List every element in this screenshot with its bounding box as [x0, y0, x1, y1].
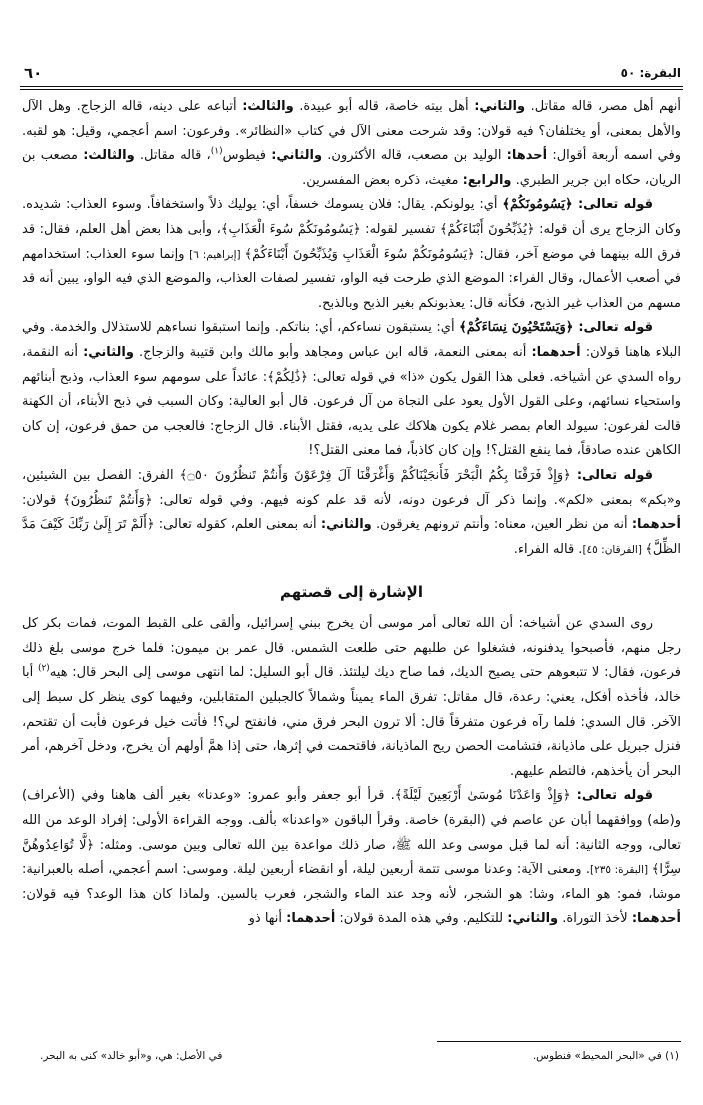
verse-quote: ﴿وَإِذْ وَاعَدْنَا مُوسَىٰ أَرْبَعِينَ لَيْلَةً﴾: [394, 788, 577, 804]
verse-reference: [البقرة: ٢٣٥]: [589, 864, 652, 877]
verse-reference: [إبراهيم: ٦]: [189, 248, 245, 261]
verse-quote: ﴿وَإِذْ فَرَقْنَا بِكُمُ الْبَحْرَ فَأَنجَيْنَاكُمْ وَأَغْرَقْنَا آلَ فِرْعَوْنَ وَأَنتُمْ تَنظُرُونَ ۝٥٠﴾: [179, 467, 577, 483]
main-text: [22, 95, 681, 932]
verse-quote: ﴿يَسُومُونَكُمْ﴾: [502, 197, 578, 213]
section-heading: الإشارة إلى قصتهم: [280, 583, 423, 602]
footnote-marker: (٢): [37, 664, 50, 675]
footnote-1: (١) في «البحر المحيط» فنطوس.: [532, 1050, 679, 1062]
footnote-divider: [437, 1041, 681, 1042]
verse-quote: ﴿يَسُومُونَكُمْ سُوءَ الْعَذَابِ﴾: [220, 221, 361, 237]
page-header: [24, 62, 681, 84]
footnote-2: في الأصل: هي، و«أبو خالد» كنى به البحر.: [40, 1050, 223, 1062]
paragraph-pharaoh-family: أنهم أهل مصر، قاله مقاتل. والثاني: أهل بيته خاصة، قاله أبو عبيدة. والثالث: أتباعه على دينه، قاله الزجاج. وهل الآل والأهل بمعنى، أو يختلفان؟ فيه قولان: وقد شرحت معنى الآل في كتاب «النظائر». وفرعون: اسم أعجمي، وقيل: هو لقبه. وفي اسمه أربعة أقوال: أحدها: الوليد بن مصعب، قاله الأكثرون. والثاني: فيطوس$^{(١)}$، قاله مقاتل. والثالث: مصعب بن الريان، حكاه ابن جرير الطبري. والرابع: مغيث، ذكره بعض المفسرين.: [22, 99, 682, 188]
paragraph-story: روى السدي عن أشياخه: أن الله تعالى أمر موسى أن يخرج ببني إسرائيل، وألقى على القبط الموت، فمات بكر كل رجل منهم، فأصبحوا يدفنونه، فشغلوا عن طلبهم حتى طلعت الشمس. قال عمر بن ميمون: فلما خرج موسى بلغ ذلك فرعون، فقال: لا تتبعوهم حتى يصيح الديك، فما صاح ديك ليلتئذ. قال أبو السليل: لما انتهى موسى إلى البحر قال: هيه$^{(٢)}$ أبا خالد، فأخذه أفكل، يعني: رعدة، قال مقاتل: تفرق الماء يميناً وشمالاً كالجبلين المتقابلين، وفيهما كوى ينظر كل سبط إلى الآخر. قال السدي: فلما رآه فرعون متفرقاً قال: ألا ترون البحر فرق مني، فانفتح لي؟! فأتت خيل فرعون فأبت أن تقتحم، فنزل جبريل على ماذيانة، فتشامت الحصن ريح الماذيانة، فاقتحمت في إثرها، حتى إذا همَّ أولهم أن يخرج، ودخل آخرهم، أمر البحر أن يأخذهم، فالتطم عليهم.: [22, 616, 681, 779]
paragraph-waadna: قوله تعالى: ﴿وَإِذْ وَاعَدْنَا مُوسَىٰ أَرْبَعِينَ لَيْلَةً﴾. قرأ أبو جعفر وأبو عمرو: «وعدنا» بغير ألف هاهنا وفي (الأعراف) و(طه) ووافقهما أبان عن عاصم في (البقرة) خاصة. وقرأ الباقون «واعدنا» بألف. ووجه القراءة الأولى: إفراد الوعد من الله تعالى، ووجه الثانية: أنه لما قبل موسى وعد الله ﷺ، صار ذلك مواعدة بين الله تعالى وبين موسى. ومثله: ﴿لَّا تُوَاعِدُوهُنَّ سِرًّا﴾ [البقرة: ٢٣٥]. ومعنى الآية: وعدنا موسى تتمة أربعين ليلة، أو انقضاء أربعين ليلة. وموسى: اسم أعجمي، أصله بالعبرانية: موشا، فمو: هو الماء، وشا: هو الشجر، لأنه وجد عند الماء والشجر، فعرب بالسين. ولماذا كان هذا الوعد؟ فيه قولان: أحدهما: لأخذ التوراة. والثاني: للتكليم. وفي هذه المدة قولان: أحدهما: أنها ذو: [22, 788, 681, 927]
verse-quote: ﴿وَأَنتُمْ تَنظُرُونَ﴾: [63, 492, 153, 508]
verse-reference: [الفرقان: ٤٥]: [582, 543, 646, 556]
verse-quote: ﴿لَّا تُوَاعِدُوهُنَّ سِرًّا﴾: [22, 837, 681, 878]
verse-quote: ﴿يُذَبِّحُونَ أَبْنَاءَكُمْ﴾: [439, 221, 535, 237]
surah-reference: البقرة: ٥٠: [620, 66, 681, 80]
verse-quote: ﴿وَيَسْتَحْيُونَ نِسَاءَكُمْ﴾: [459, 320, 579, 336]
paragraph-faraqna: قوله تعالى: ﴿وَإِذْ فَرَقْنَا بِكُمُ الْبَحْرَ فَأَنجَيْنَاكُمْ وَأَغْرَقْنَا آلَ فِرْعَوْنَ وَأَنتُمْ تَنظُرُونَ ۝٥٠﴾ الفرق: الفصل بين الشيئين، و«بكم» بمعنى «لكم». وإنما ذكر آل فرعون دونه، لأنه قد علم كونه فيهم. وفي قوله تعالى: ﴿وَأَنتُمْ تَنظُرُونَ﴾ قولان: أحدهما: أنه من نظر العين، معناه: وأنتم ترونهم يغرقون. والثاني: أنه بمعنى العلم، كقوله تعالى: ﴿أَلَمْ تَرَ إِلَىٰ رَبِّكَ كَيْفَ مَدَّ الظِّلَّ﴾ [الفرقان: ٤٥]. قاله الفراء.: [22, 467, 681, 557]
page-number: ٦٠: [24, 64, 43, 82]
header-divider: [20, 86, 683, 90]
footnote-marker: (١): [210, 146, 223, 157]
verse-quote: ﴿أَلَمْ تَرَ إِلَىٰ رَبِّكَ كَيْفَ مَدَّ الظِّلَّ﴾: [22, 517, 681, 557]
paragraph-yastahyuna: قوله تعالى: ﴿وَيَسْتَحْيُونَ نِسَاءَكُمْ﴾ أي: يستبقون نساءكم، أي: بناتكم. وإنما استبقوا نساءهم للاستذلال والخدمة. وفي البلاء هاهنا قولان: أحدهما: أنه بمعنى النعمة، قاله ابن عباس ومجاهد وأبو مالك وابن قتيبة والزجاج. والثاني: أنه النقمة، رواه السدي عن أشياخه. فعلى هذا القول يكون «ذا» في قوله تعالى: ﴿ذَٰلِكُمْ﴾: عائداً على سومهم سوء العذاب، وذبح أبنائهم واستحياء نسائهم، وعلى القول الأول يعود على النجاة من آل فرعون. قال أبو العالية: وكان السبب في ذبح الأبناء، أن الكهنة قالت لفرعون: سيولد العام بمصر غلام يكون هلاكك على يديه، فقتل الأبناء. قال الزجاج: فالعجب من حمق فرعون، إن كان الكاهن عنده صادقاً، فما ينفع القتل؟! وإن كان كاذباً، فما معنى القتل؟!: [22, 320, 682, 459]
footnotes: [40, 1048, 679, 1065]
verse-quote: ﴿ذَٰلِكُمْ﴾: [267, 369, 308, 385]
verse-quote: ﴿يَسُومُونَكُمْ سُوءَ الْعَذَابِ وَيُذَبِّحُونَ أَبْنَاءَكُمْ﴾: [244, 246, 475, 262]
paragraph-yasumunakum: قوله تعالى: ﴿يَسُومُونَكُمْ﴾ أي: يولونكم. يقال: فلان يسومك خسفاً، أي: يوليك ذلاً واستخفافاً. وسوء العذاب: شديده. وكان الزجاج يرى أن قوله: ﴿يُذَبِّحُونَ أَبْنَاءَكُمْ﴾ تفسير لقوله: ﴿يَسُومُونَكُمْ سُوءَ الْعَذَابِ﴾، وأبى هذا بعض أهل العلم، فقال: قد فرق الله بينهما في موضع آخر، فقال: ﴿يَسُومُونَكُمْ سُوءَ الْعَذَابِ وَيُذَبِّحُونَ أَبْنَاءَكُمْ﴾ [إبراهيم: ٦] وإنما سوء العذاب: استخدامهم في أصعب الأعمال، وقال الفراء: الموضع الذي طرحت فيه الواو، تفسير لصفات العذاب، والموضع الذي فيه الواو، يبين أنه قد مسهم من العذاب غير الذبح، فكأنه قال: يعذبونكم بغير الذبح وبالذبح.: [22, 197, 681, 311]
